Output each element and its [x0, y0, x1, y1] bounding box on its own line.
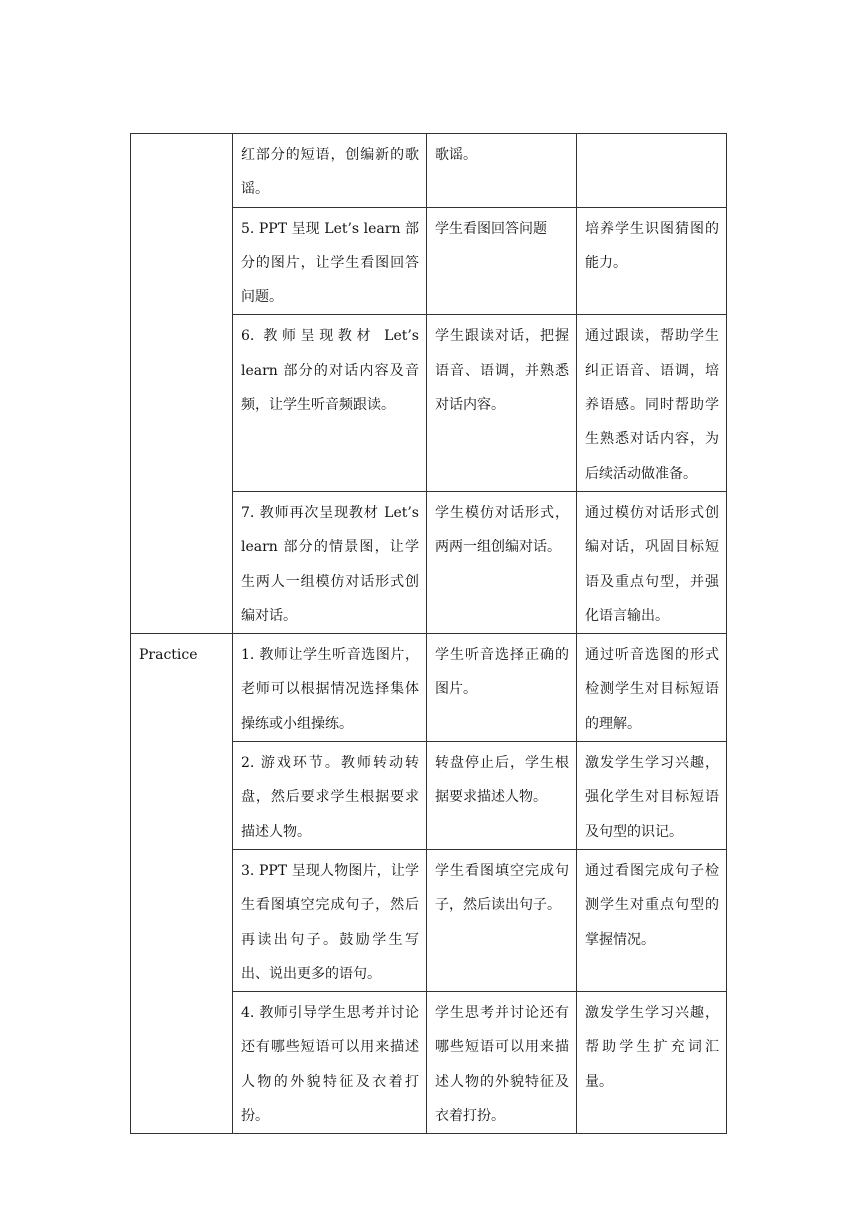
student-activity-cell: 学生看图填空完成句子，然后读出句子。 — [427, 849, 577, 991]
purpose-cell: 激发学生学习兴趣，强化学生对目标短语及句型的识记。 — [577, 742, 727, 850]
purpose-cell: 通过看图完成句子检测学生对重点句型的掌握情况。 — [577, 849, 727, 991]
student-activity-cell: 学生听音选择正确的图片。 — [427, 634, 577, 742]
stage-cell-practice: Practice — [131, 634, 233, 1134]
student-activity-cell: 歌谣。 — [427, 134, 577, 208]
teacher-activity-cell: 7. 教师再次呈现教材 Let’s learn 部分的情景图，让学生两人一组模仿对话形式创编对话。 — [233, 491, 427, 633]
teacher-activity-cell: 1. 教师让学生听音选图片，老师可以根据情况选择集体操练或小组操练。 — [233, 634, 427, 742]
purpose-cell: 激发学生学习兴趣，帮助学生扩充词汇量。 — [577, 992, 727, 1134]
table-row — [131, 134, 727, 208]
purpose-cell: 通过模仿对话形式创编对话，巩固目标短语及重点句型，并强化语言输出。 — [577, 491, 727, 633]
purpose-cell: 培养学生识图猜图的能力。 — [577, 207, 727, 315]
teacher-activity-cell: 2. 游戏环节。教师转动转盘，然后要求学生根据要求描述人物。 — [233, 742, 427, 850]
teacher-activity-cell: 4. 教师引导学生思考并讨论还有哪些短语可以用来描述人物的外貌特征及衣着打扮。 — [233, 992, 427, 1134]
lesson-plan-table — [130, 133, 727, 1134]
student-activity-cell: 学生模仿对话形式，两两一组创编对话。 — [427, 491, 577, 633]
student-activity-cell: 转盘停止后，学生根据要求描述人物。 — [427, 742, 577, 850]
purpose-cell: 通过听音选图的形式检测学生对目标短语的理解。 — [577, 634, 727, 742]
teacher-activity-cell: 5. PPT 呈现 Let’s learn 部分的图片，让学生看图回答问题。 — [233, 207, 427, 315]
purpose-cell — [577, 134, 727, 208]
student-activity-cell: 学生思考并讨论还有哪些短语可以用来描述人物的外貌特征及衣着打扮。 — [427, 992, 577, 1134]
student-activity-cell: 学生看图回答问题 — [427, 207, 577, 315]
teacher-activity-cell: 3. PPT 呈现人物图片，让学生看图填空完成句子，然后再读出句子。鼓励学生写出、说出更多的语句。 — [233, 849, 427, 991]
stage-cell — [131, 134, 233, 634]
purpose-cell: 通过跟读，帮助学生纠正语音、语调，培养语感。同时帮助学生熟悉对话内容，为后续活动做准备。 — [577, 315, 727, 491]
teacher-activity-cell: 红部分的短语，创编新的歌谣。 — [233, 134, 427, 208]
teacher-activity-cell: 6. 教师呈现教材 Let’s learn 部分的对话内容及音频，让学生听音频跟读。 — [233, 315, 427, 491]
student-activity-cell: 学生跟读对话，把握语音、语调，并熟悉对话内容。 — [427, 315, 577, 491]
table-row — [131, 634, 727, 742]
